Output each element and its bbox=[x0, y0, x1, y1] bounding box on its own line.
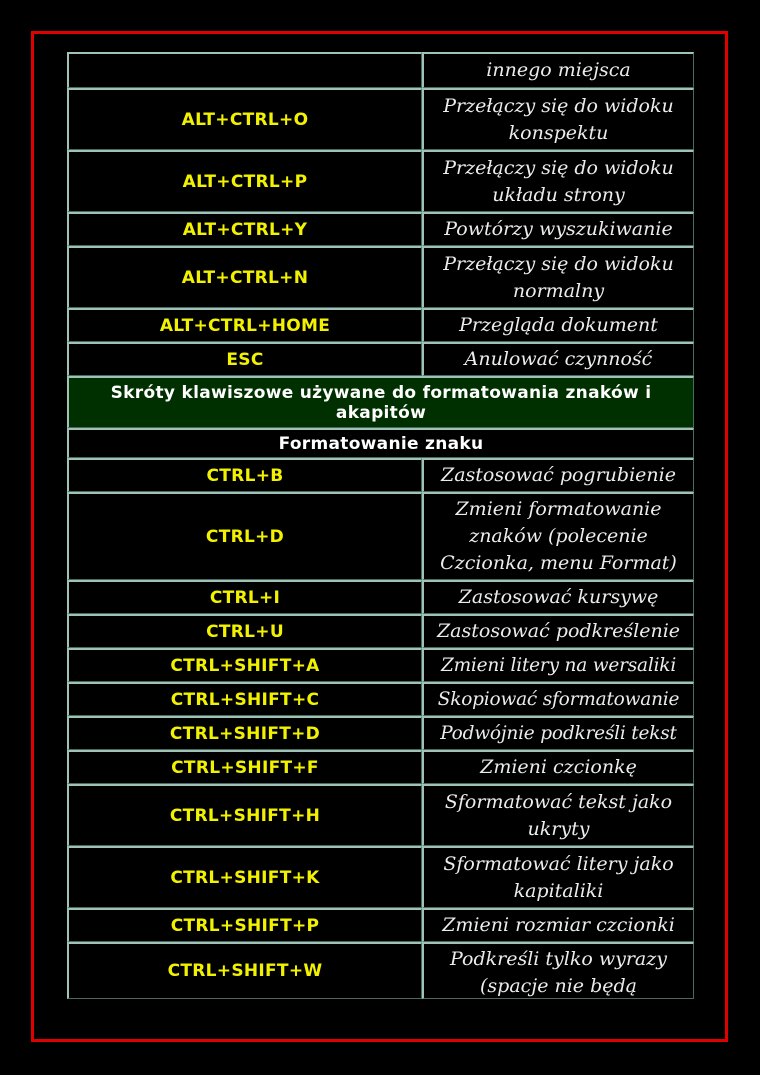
shortcut-description: Zmieni litery na wersaliki bbox=[422, 648, 694, 682]
shortcut-description: Sformatować tekst jako ukryty bbox=[422, 784, 694, 846]
shortcut-description: Zastosować kursywę bbox=[422, 580, 694, 614]
shortcut-description: Zastosować pogrubienie bbox=[422, 458, 694, 492]
shortcut-key: CTRL+SHIFT+D bbox=[67, 716, 422, 750]
shortcut-description bbox=[422, 942, 694, 999]
table-row bbox=[67, 846, 694, 908]
shortcut-key: CTRL+SHIFT+F bbox=[67, 750, 422, 784]
shortcut-description: Sformatować litery jako kapitaliki bbox=[422, 846, 694, 908]
truncated-description: Podkreśli tylko wyrazy (spacje nie będą bbox=[450, 948, 667, 997]
table-row bbox=[67, 308, 694, 342]
shortcut-description: Przełączy się do widoku konspektu bbox=[422, 88, 694, 150]
table-row bbox=[67, 342, 694, 376]
shortcut-key: ESC bbox=[67, 342, 422, 376]
shortcut-description: Skopiować sformatowanie bbox=[422, 682, 694, 716]
shortcut-description: Zastosować podkreślenie bbox=[422, 614, 694, 648]
shortcut-key: CTRL+B bbox=[67, 458, 422, 492]
table-row bbox=[67, 614, 694, 648]
shortcut-key: ALT+CTRL+Y bbox=[67, 212, 422, 246]
shortcut-description: innego miejsca bbox=[422, 52, 694, 88]
table-row bbox=[67, 212, 694, 246]
shortcut-description: Zmieni formatowanie znaków (polecenie Czcionka, menu Format) bbox=[422, 492, 694, 580]
table-row bbox=[67, 784, 694, 846]
shortcut-description: Przełączy się do widoku układu strony bbox=[422, 150, 694, 212]
table-row bbox=[67, 492, 694, 580]
shortcut-key: CTRL+I bbox=[67, 580, 422, 614]
table-row bbox=[67, 52, 694, 88]
shortcut-description: Zmieni rozmiar czcionki bbox=[422, 908, 694, 942]
shortcut-description: Powtórzy wyszukiwanie bbox=[422, 212, 694, 246]
shortcut-key: CTRL+SHIFT+K bbox=[67, 846, 422, 908]
shortcut-key: ALT+CTRL+HOME bbox=[67, 308, 422, 342]
shortcut-key: CTRL+SHIFT+P bbox=[67, 908, 422, 942]
subsection-heading-row bbox=[67, 428, 694, 458]
shortcut-key: CTRL+SHIFT+C bbox=[67, 682, 422, 716]
shortcut-key: CTRL+SHIFT+A bbox=[67, 648, 422, 682]
shortcut-description: Podwójnie podkreśli tekst bbox=[422, 716, 694, 750]
table-row bbox=[67, 150, 694, 212]
table-row bbox=[67, 458, 694, 492]
section-heading-row bbox=[67, 376, 694, 428]
shortcut-key: CTRL+D bbox=[67, 492, 422, 580]
table-row bbox=[67, 750, 694, 784]
table-row bbox=[67, 908, 694, 942]
shortcut-description: Anulować czynność bbox=[422, 342, 694, 376]
table-row bbox=[67, 942, 694, 999]
shortcut-description: Przełączy się do widoku normalny bbox=[422, 246, 694, 308]
shortcut-table bbox=[67, 52, 694, 999]
table-row bbox=[67, 88, 694, 150]
table-row bbox=[67, 648, 694, 682]
section-heading: Skróty klawiszowe używane do formatowania znaków i akapitów bbox=[67, 376, 694, 428]
shortcut-key: ALT+CTRL+P bbox=[67, 150, 422, 212]
table-row bbox=[67, 580, 694, 614]
table-row bbox=[67, 682, 694, 716]
shortcut-key: CTRL+U bbox=[67, 614, 422, 648]
shortcut-key bbox=[67, 52, 422, 88]
table-row bbox=[67, 716, 694, 750]
table-row bbox=[67, 246, 694, 308]
shortcut-description: Przegląda dokument bbox=[422, 308, 694, 342]
shortcut-key: CTRL+SHIFT+W bbox=[67, 942, 422, 999]
shortcut-key: ALT+CTRL+O bbox=[67, 88, 422, 150]
shortcut-key: ALT+CTRL+N bbox=[67, 246, 422, 308]
shortcut-description: Zmieni czcionkę bbox=[422, 750, 694, 784]
subsection-heading: Formatowanie znaku bbox=[67, 428, 694, 458]
shortcut-key: CTRL+SHIFT+H bbox=[67, 784, 422, 846]
